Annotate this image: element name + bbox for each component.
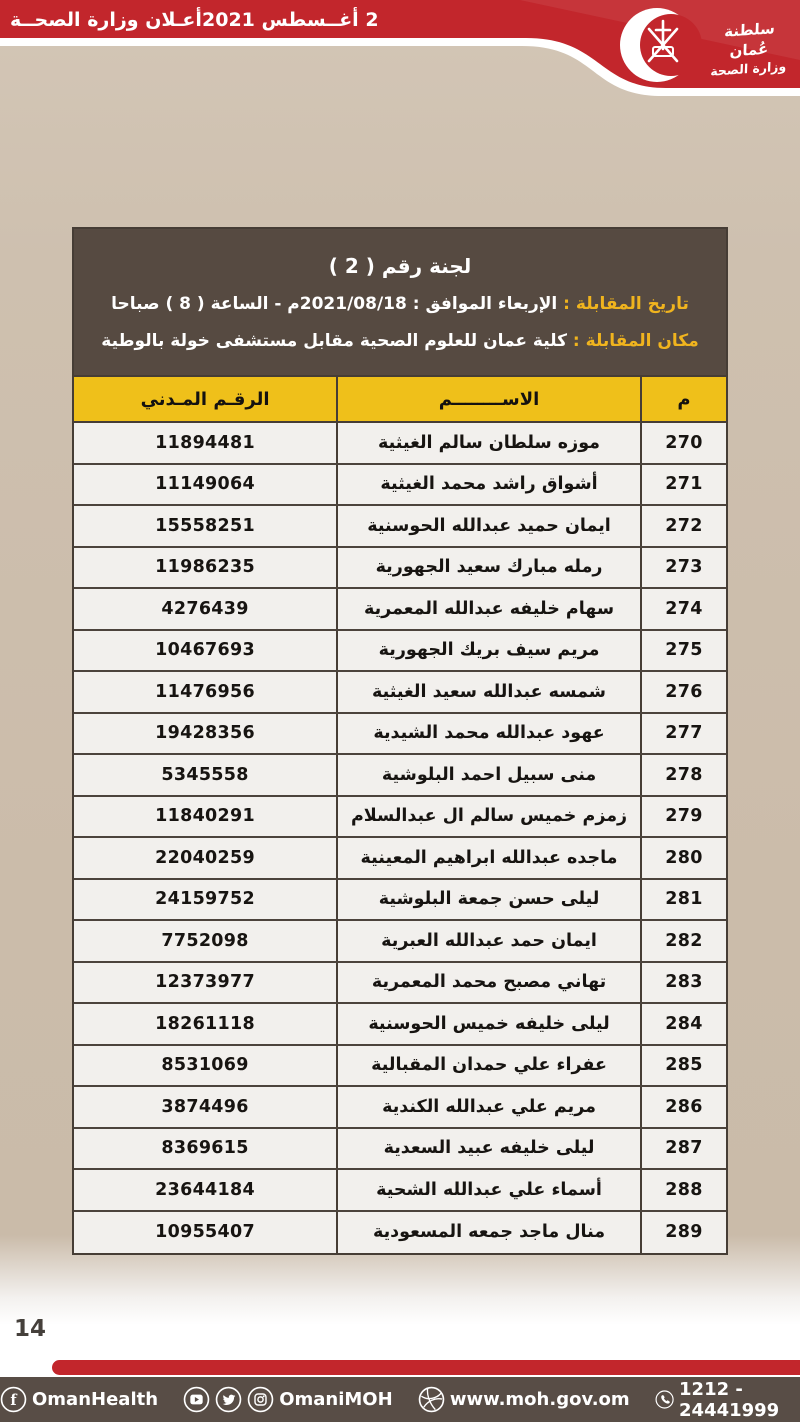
table-body <box>74 423 726 1253</box>
row-civil-id: 3874496 <box>161 1096 249 1117</box>
row-serial: 283 <box>640 963 726 1003</box>
footer-red-stripe <box>52 1360 800 1375</box>
row-name: منال ماجد جمعه المسعودية <box>336 1212 640 1254</box>
row-serial: 278 <box>640 755 726 795</box>
row-civil-id: 11986235 <box>155 557 255 578</box>
row-name: أشواق راشد محمد الغيثية <box>336 465 640 505</box>
facebook-icon <box>0 1386 27 1413</box>
row-name: سهام خليفه عبدالله المعمرية <box>336 589 640 629</box>
row-serial: 285 <box>640 1046 726 1086</box>
table-row <box>74 1212 726 1254</box>
row-civil-id: 11894481 <box>155 432 255 453</box>
globe-icon <box>418 1386 445 1413</box>
page-number: 14 <box>14 1316 47 1342</box>
row-name: ليلى حسن جمعة البلوشية <box>336 880 640 920</box>
row-name: زمزم خميس سالم ال عبدالسلام <box>336 797 640 837</box>
column-header-serial: م <box>640 377 726 421</box>
row-name: شمسه عبدالله سعيد الغيثية <box>336 672 640 712</box>
row-serial: 289 <box>640 1212 726 1254</box>
row-serial: 274 <box>640 589 726 629</box>
table-row <box>74 1170 726 1212</box>
row-name: عفراء علي حمدان المقبالية <box>336 1046 640 1086</box>
table-row <box>74 880 726 922</box>
interview-date-label: تاريخ المقابلة : <box>563 294 689 314</box>
table-row <box>74 548 726 590</box>
row-name: منى سبيل احمد البلوشية <box>336 755 640 795</box>
row-civil-id: 22040259 <box>155 847 255 868</box>
row-serial: 272 <box>640 506 726 546</box>
row-civil-id: 11149064 <box>155 474 255 495</box>
row-civil-id: 12373977 <box>155 972 255 993</box>
table-row <box>74 506 726 548</box>
page-footer <box>0 1377 800 1422</box>
row-name: موزه سلطان سالم الغيثية <box>336 423 640 463</box>
column-header-name: الاســــــــم <box>336 377 640 421</box>
interview-table <box>72 227 728 1255</box>
row-name: ايمان حميد عبدالله الحوسنية <box>336 506 640 546</box>
table-row <box>74 631 726 673</box>
row-civil-id: 23644184 <box>155 1179 255 1200</box>
row-name: ليلى خليفه خميس الحوسنية <box>336 1004 640 1044</box>
phone-icon <box>655 1386 674 1413</box>
phone-number: 1212 - 24441999 <box>679 1378 780 1421</box>
row-serial: 270 <box>640 423 726 463</box>
interview-date-value: الإربعاء الموافق : 2021/08/18م - الساعة ( 8 ) صباحا <box>111 294 558 314</box>
row-civil-id: 8531069 <box>161 1055 249 1076</box>
announcement-date: 2 أغــسطس 2021 <box>202 9 379 31</box>
instagram-icon <box>247 1386 274 1413</box>
row-serial: 277 <box>640 714 726 754</box>
table-row <box>74 838 726 880</box>
committee-title: لجنة رقم ( 2 ) <box>328 253 472 278</box>
interview-place-label: مكان المقابلة : <box>572 330 699 351</box>
row-civil-id: 7752098 <box>161 930 249 951</box>
row-civil-id: 10955407 <box>155 1222 255 1243</box>
table-row <box>74 1087 726 1129</box>
website-group <box>418 1386 630 1413</box>
moh-logo <box>616 2 798 90</box>
row-serial: 286 <box>640 1087 726 1127</box>
table-row <box>74 1129 726 1171</box>
logo-country: سلطنة عُمان <box>724 19 776 61</box>
row-name: عهود عبدالله محمد الشيدية <box>336 714 640 754</box>
youtube-icon <box>183 1386 210 1413</box>
row-serial: 276 <box>640 672 726 712</box>
logo-ministry: وزارة الصحة <box>710 58 787 79</box>
row-civil-id: 10467693 <box>155 640 255 661</box>
interview-place-value: كلية عمان للعلوم الصحية مقابل مستشفى خولة بالوطية <box>101 330 567 351</box>
twitter-icon <box>215 1386 242 1413</box>
row-name: ايمان حمد عبدالله العبرية <box>336 921 640 961</box>
row-serial: 284 <box>640 1004 726 1044</box>
table-row <box>74 465 726 507</box>
row-civil-id: 15558251 <box>155 515 255 536</box>
crescent-emblem-icon <box>616 2 702 88</box>
row-civil-id: 18261118 <box>155 1013 255 1034</box>
table-row <box>74 589 726 631</box>
row-name: ليلى خليفه عبيد السعدية <box>336 1129 640 1169</box>
table-row <box>74 963 726 1005</box>
row-name: ماجده عبدالله ابراهيم المعينية <box>336 838 640 878</box>
row-civil-id: 19428356 <box>155 723 255 744</box>
row-civil-id: 8369615 <box>161 1138 249 1159</box>
interview-date-line <box>111 294 689 314</box>
table-row <box>74 1046 726 1088</box>
table-row <box>74 714 726 756</box>
website-url: www.moh.gov.om <box>449 1389 630 1410</box>
interview-place-line <box>101 331 698 351</box>
table-row <box>74 921 726 963</box>
social-handle: OmaniMOH <box>279 1389 393 1410</box>
announcement-title: أعـلان وزارة الصحــة <box>10 9 202 31</box>
row-serial: 279 <box>640 797 726 837</box>
row-name: أسماء علي عبدالله الشحية <box>336 1170 640 1210</box>
row-civil-id: 11476956 <box>155 681 255 702</box>
social-group <box>183 1386 392 1413</box>
row-serial: 281 <box>640 880 726 920</box>
table-row <box>74 755 726 797</box>
row-civil-id: 11840291 <box>155 806 255 827</box>
facebook-handle: OmanHealth <box>32 1389 159 1410</box>
row-name: تهاني مصبح محمد المعمرية <box>336 963 640 1003</box>
table-row <box>74 672 726 714</box>
row-serial: 288 <box>640 1170 726 1210</box>
phone-group <box>655 1379 800 1421</box>
svg-text:f: f <box>10 1391 17 1409</box>
row-civil-id: 5345558 <box>161 764 249 785</box>
row-serial: 287 <box>640 1129 726 1169</box>
row-civil-id: 4276439 <box>161 598 249 619</box>
facebook-group <box>0 1386 158 1413</box>
logo-calligraphy <box>701 17 797 81</box>
table-column-headers <box>74 377 726 423</box>
row-name: رمله مبارك سعيد الجهورية <box>336 548 640 588</box>
table-row <box>74 423 726 465</box>
table-title-block <box>74 229 726 377</box>
row-serial: 280 <box>640 838 726 878</box>
row-serial: 275 <box>640 631 726 671</box>
row-name: مريم سيف بريك الجهورية <box>336 631 640 671</box>
table-row <box>74 1004 726 1046</box>
row-civil-id: 24159752 <box>155 889 255 910</box>
row-serial: 282 <box>640 921 726 961</box>
column-header-civil-id: الرقـم المـدني <box>140 388 270 410</box>
row-serial: 271 <box>640 465 726 505</box>
row-serial: 273 <box>640 548 726 588</box>
row-name: مريم علي عبدالله الكندية <box>336 1087 640 1127</box>
table-row <box>74 797 726 839</box>
